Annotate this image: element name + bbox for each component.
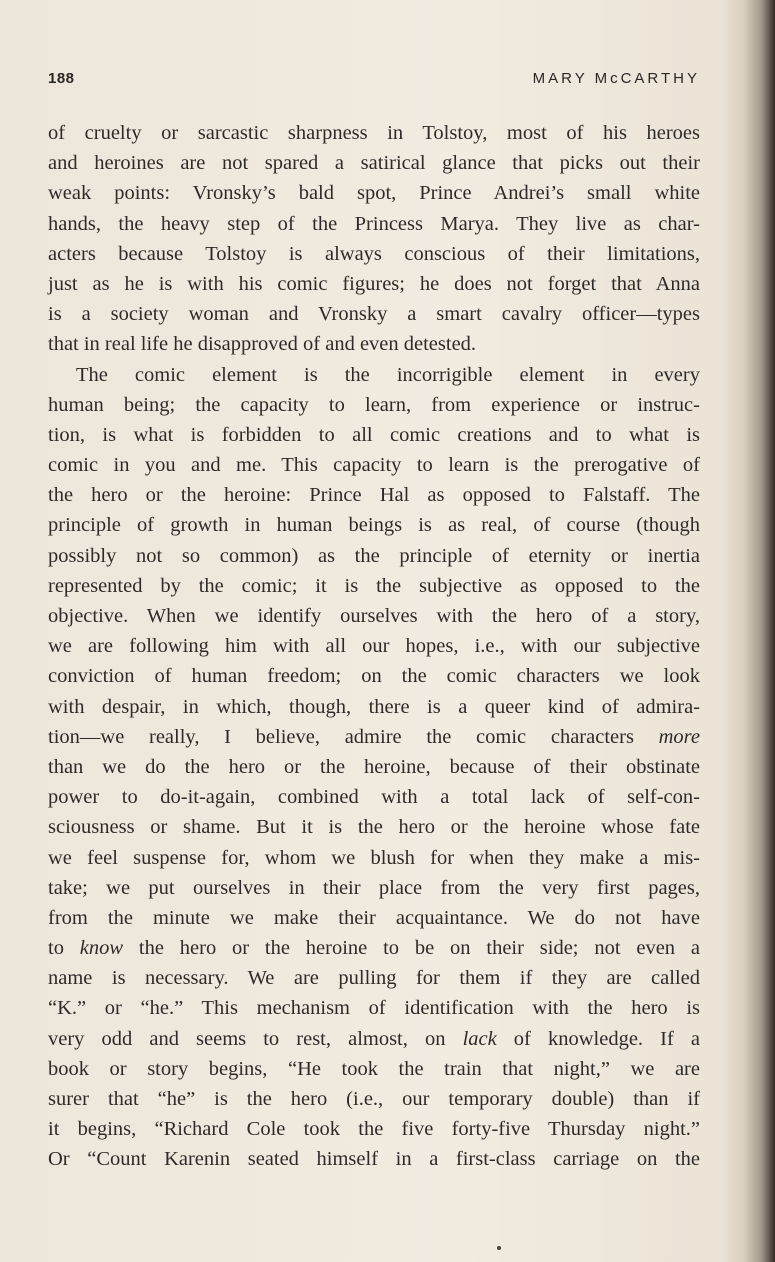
text-line: to know the hero or the heroine to be on their side; not even a	[48, 937, 700, 960]
running-head: MARY McCARTHY	[532, 70, 700, 87]
text-line: tion—we really, I believe, admire the comic characters more	[48, 725, 700, 748]
text-line: hands, the heavy step of the Princess Marya. They live as char-	[48, 212, 700, 235]
text-line: sciousness or shame. But it is the hero or the heroine whose fate	[48, 816, 700, 839]
italic-word: more	[658, 725, 700, 748]
text-line: acters because Tolstoy is always conscious of their limitations,	[48, 242, 700, 265]
text-line: “K.” or “he.” This mechanism of identification with the hero is	[48, 997, 700, 1020]
text-line: possibly not so common) as the principle of eternity or inertia	[48, 544, 700, 567]
text-line: surer that “he” is the hero (i.e., our temporary double) than if	[48, 1088, 700, 1110]
text-line: power to do-it-again, combined with a total lack of self-con-	[48, 786, 700, 809]
paper-speck	[497, 1246, 501, 1250]
body-text	[48, 118, 700, 1175]
text-line: represented by the comic; it is the subjective as opposed to the	[48, 574, 700, 597]
text-line: The comic element is the incorrigible element in every	[76, 363, 700, 386]
text-line: the hero or the heroine: Prince Hal as opposed to Falstaff. The	[48, 484, 700, 507]
text-line: objective. When we identify ourselves with the hero of a story,	[48, 605, 700, 627]
text-line: that in real life he disapproved of and even detested.	[48, 333, 477, 356]
text-line: very odd and seems to rest, almost, on lack of knowledge. If a	[48, 1027, 700, 1050]
text-line: weak points: Vronsky’s bald spot, Prince Andrei’s small white	[48, 182, 700, 205]
text-line: and heroines are not spared a satirical glance that picks out their	[48, 152, 700, 175]
text-line: we feel suspense for, whom we blush for when they make a mis-	[48, 846, 700, 869]
text-line: human being; the capacity to learn, from experience or instruc-	[48, 393, 700, 416]
text-line: it begins, “Richard Cole took the five forty-five Thursday night.”	[48, 1118, 700, 1141]
book-spine-edge	[761, 0, 775, 1262]
text-line: from the minute we make their acquaintance. We do not have	[48, 906, 700, 929]
text-line: of cruelty or sarcastic sharpness in Tolstoy, most of his heroes	[48, 122, 700, 144]
text-line: than we do the hero or the heroine, because of their obstinate	[48, 755, 700, 778]
text-line: take; we put ourselves in their place from the very first pages,	[48, 876, 700, 899]
text-line: book or story begins, “He took the train that night,” we are	[48, 1057, 700, 1080]
page-header	[48, 70, 700, 92]
text-line: name is necessary. We are pulling for them if they are called	[48, 967, 700, 990]
text-line: we are following him with all our hopes, i.e., with our subjective	[48, 635, 700, 658]
text-line: comic in you and me. This capacity to learn is the prerogative of	[48, 454, 700, 477]
text-line: is a society woman and Vronsky a smart cavalry officer—types	[48, 303, 700, 326]
text-line: principle of growth in human beings is as real, of course (though	[48, 514, 700, 537]
italic-word: know	[79, 937, 124, 960]
text-line: tion, is what is forbidden to all comic creations and to what is	[48, 423, 700, 446]
text-line: conviction of human freedom; on the comic characters we look	[48, 665, 700, 688]
italic-word: lack	[462, 1027, 497, 1050]
page-number: 188	[48, 70, 75, 87]
text-line: just as he is with his comic figures; he does not forget that Anna	[48, 272, 700, 295]
text-line: Or “Count Karenin seated himself in a first-class carriage on the	[48, 1148, 700, 1171]
text-line: with despair, in which, though, there is a queer kind of admira-	[48, 695, 700, 718]
